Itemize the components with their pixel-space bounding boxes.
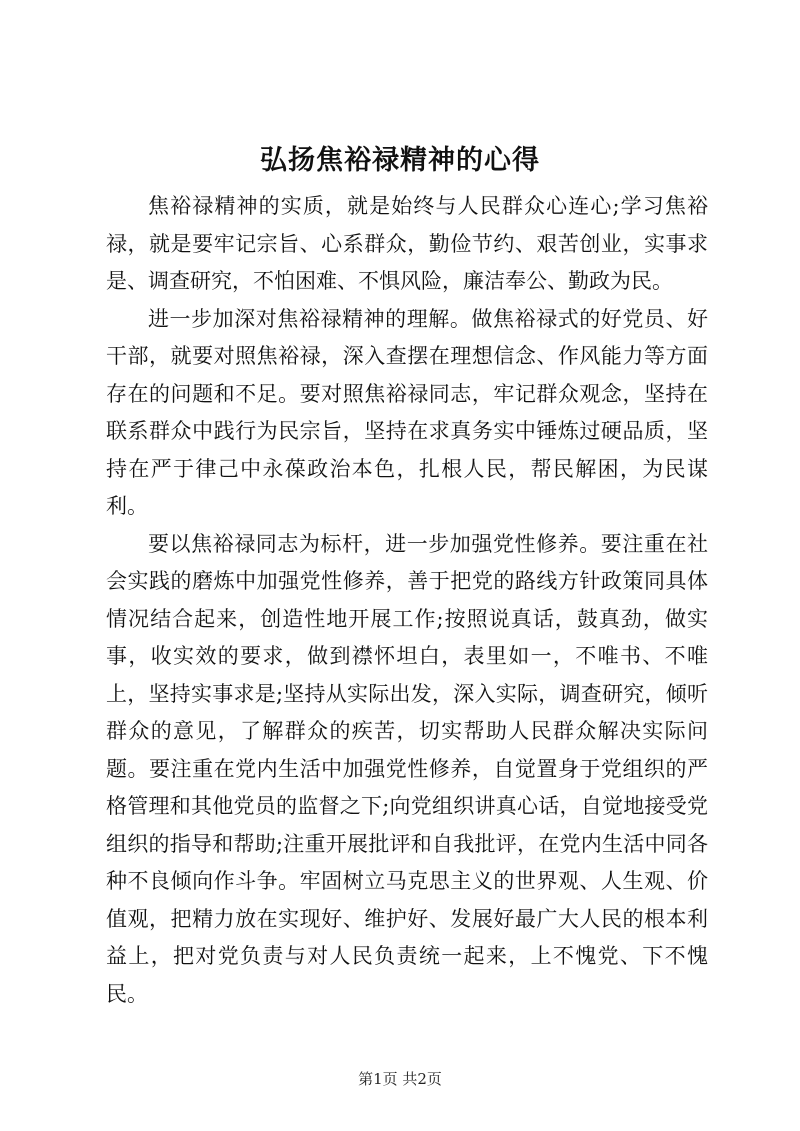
- paragraph: 要以焦裕禄同志为标杆，进一步加强党性修养。要注重在社会实践的磨炼中加强党性修养，善于把党的路线方针政策同具体情况结合起来，创造性地开展工作;按照说真话，鼓真劲，做实事，收实效的要求，做到襟怀坦白，表里如一，不唯书、不唯上，坚持实事求是;坚持从实际出发，深入实际，调查研究，倾听群众的意见，了解群众的疾苦，切实帮助人民群众解决实际问题。要注重在党内生活中加强党性修养，自觉置身于党组织的严格管理和其他党员的监督之下;向党组织讲真心话，自觉地接受党组织的指导和帮助;注重开展批评和自我批评，在党内生活中同各种不良倾向作斗争。牢固树立马克思主义的世界观、人生观、价值观，把精力放在实现好、维护好、发展好最广大人民的根本利益上，把对党负责与对人民负责统一起来，上不愧党、下不愧民。: [106, 531, 708, 1006]
- page-indicator: 第1页 共2页: [358, 1070, 442, 1088]
- document-body: [106, 188, 708, 1013]
- paragraph: 进一步加深对焦裕禄精神的理解。做焦裕禄式的好党员、好干部，就要对照焦裕禄，深入查摆在理想信念、作风能力等方面存在的问题和不足。要对照焦裕禄同志，牢记群众观念，坚持在联系群众中践行为民宗旨，坚持在求真务实中锤炼过硬品质，坚持在严于律己中永葆政治本色，扎根人民，帮民解困，为民谋利。: [106, 306, 708, 518]
- page-footer: [0, 1068, 800, 1089]
- paragraph: 焦裕禄精神的实质，就是始终与人民群众心连心;学习焦裕禄，就是要牢记宗旨、心系群众，勤俭节约、艰苦创业，实事求是、调查研究，不怕困难、不惧风险，廉洁奉公、勤政为民。: [106, 194, 708, 293]
- document-title: 弘扬焦裕禄精神的心得: [260, 145, 540, 176]
